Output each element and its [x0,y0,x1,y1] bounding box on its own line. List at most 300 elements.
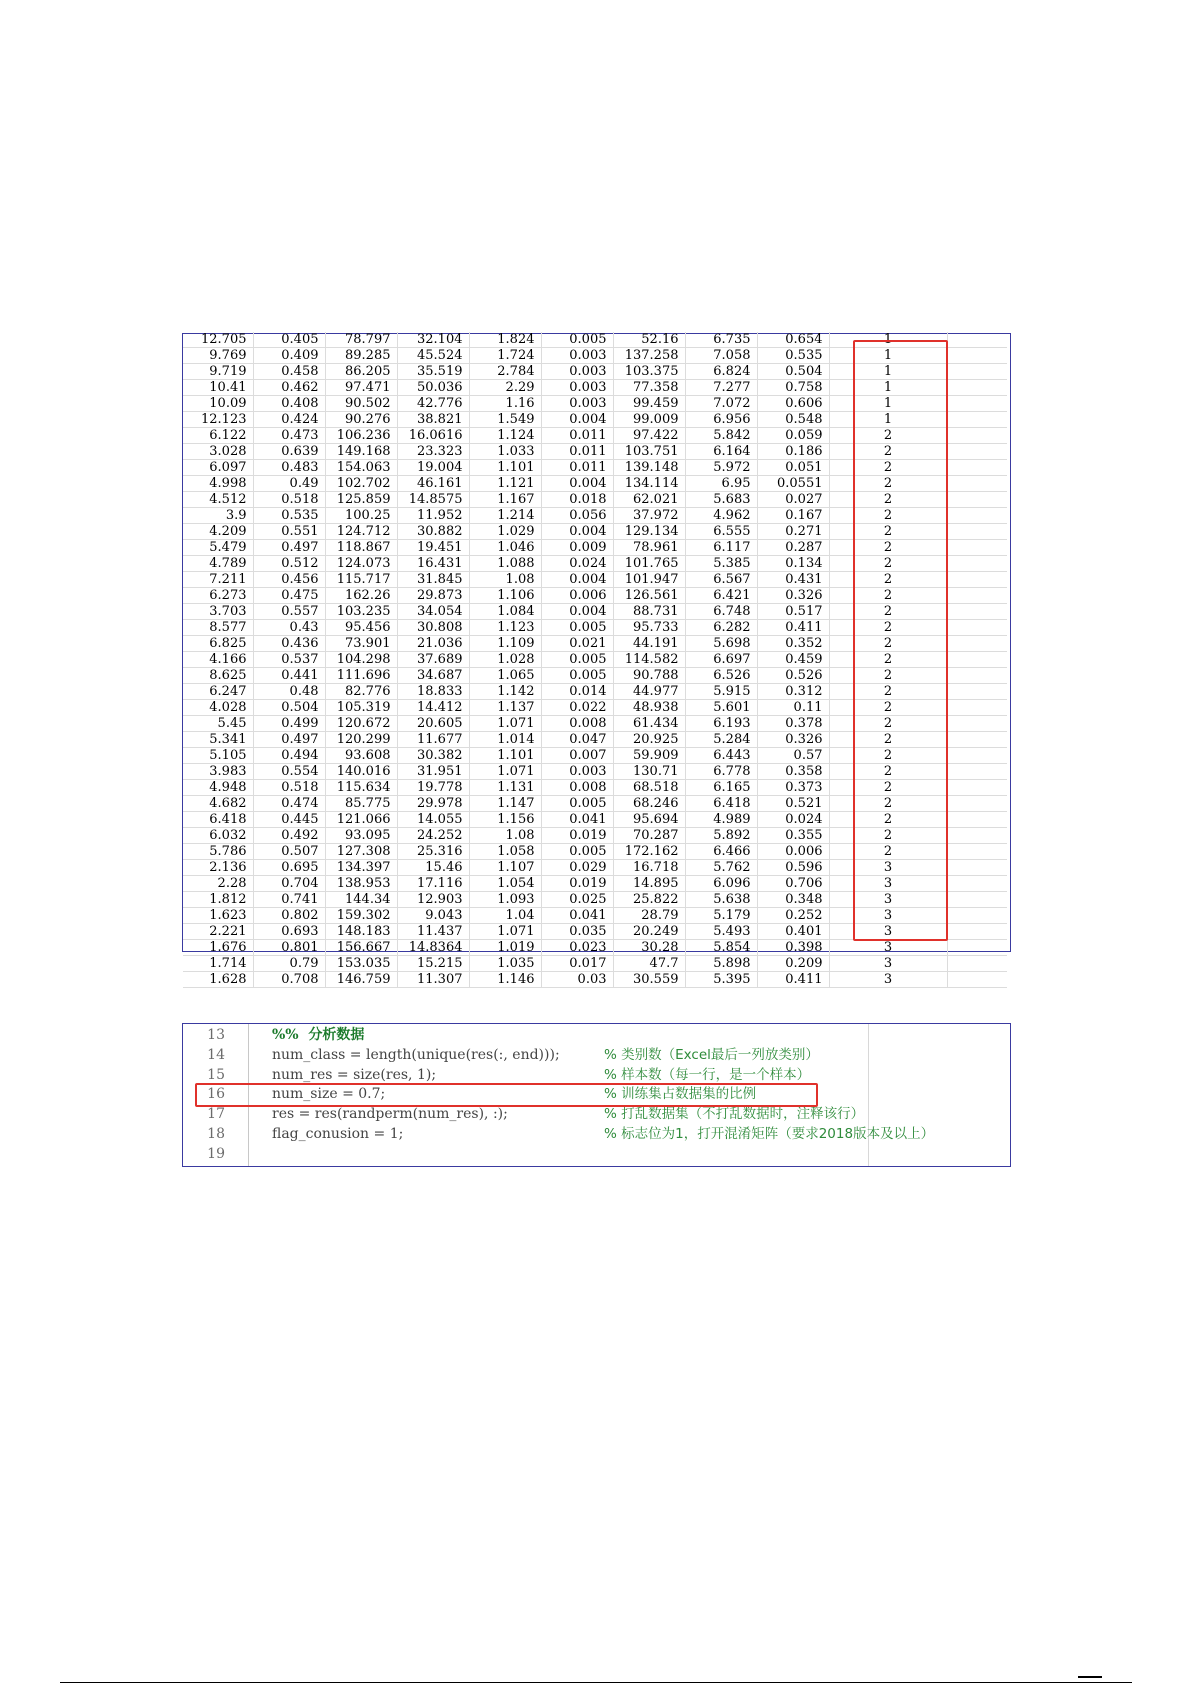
empty-cell [947,940,1007,956]
table-cell: 6.443 [685,748,757,764]
table-cell: 0.035 [541,924,613,940]
class-label-cell: 3 [829,956,947,972]
code-line [183,1065,1012,1085]
table-cell: 5.105 [183,748,253,764]
table-cell: 0.287 [757,540,829,556]
table-cell: 2.136 [183,860,253,876]
table-cell: 45.524 [397,348,469,364]
table-cell: 1.623 [183,908,253,924]
table-cell: 0.051 [757,460,829,476]
table-cell: 9.719 [183,364,253,380]
table-cell: 1.724 [469,348,541,364]
table-cell: 125.859 [325,492,397,508]
table-cell: 6.555 [685,524,757,540]
table-cell: 7.211 [183,572,253,588]
table-cell: 102.702 [325,476,397,492]
table-cell: 120.299 [325,732,397,748]
table-cell: 48.938 [613,700,685,716]
empty-cell [947,668,1007,684]
empty-cell [947,460,1007,476]
table-cell: 0.004 [541,476,613,492]
table-cell: 18.833 [397,684,469,700]
code-line [183,1045,1012,1065]
table-cell: 0.408 [253,396,325,412]
table-cell: 0.011 [541,428,613,444]
table-cell: 34.687 [397,668,469,684]
table-row [183,940,1007,956]
table-cell: 0.03 [541,972,613,988]
table-cell: 1.014 [469,732,541,748]
table-cell: 0.021 [541,636,613,652]
table-cell: 90.276 [325,412,397,428]
table-cell: 1.123 [469,620,541,636]
table-cell: 138.953 [325,876,397,892]
empty-cell [947,380,1007,396]
table-cell: 0.512 [253,556,325,572]
table-cell: 0.693 [253,924,325,940]
class-label-cell: 2 [829,700,947,716]
empty-cell [947,476,1007,492]
class-label-cell: 3 [829,924,947,940]
table-cell: 11.437 [397,924,469,940]
table-cell: 46.161 [397,476,469,492]
table-cell: 16.0616 [397,428,469,444]
table-cell: 6.097 [183,460,253,476]
class-label-cell: 2 [829,460,947,476]
table-cell: 35.519 [397,364,469,380]
table-cell: 1.109 [469,636,541,652]
table-cell: 0.695 [253,860,325,876]
table-cell: 5.854 [685,940,757,956]
class-label-cell: 2 [829,476,947,492]
table-cell: 104.298 [325,652,397,668]
table-cell: 6.032 [183,828,253,844]
empty-cell [947,348,1007,364]
code-comment: % 标志位为1，打开混淆矩阵（要求2018版本及以上） [604,1126,935,1142]
table-cell: 118.867 [325,540,397,556]
table-cell: 8.577 [183,620,253,636]
table-cell: 0.004 [541,412,613,428]
table-cell: 85.775 [325,796,397,812]
class-label-cell: 2 [829,716,947,732]
table-cell: 0.494 [253,748,325,764]
table-cell: 4.962 [685,508,757,524]
empty-cell [947,764,1007,780]
table-cell: 0.704 [253,876,325,892]
table-cell: 30.882 [397,524,469,540]
table-cell: 1.714 [183,956,253,972]
table-cell: 5.601 [685,700,757,716]
table-cell: 14.055 [397,812,469,828]
line-number: 17 [207,1106,225,1123]
table-cell: 0.535 [253,508,325,524]
table-cell: 4.028 [183,700,253,716]
empty-cell [947,924,1007,940]
table-cell: 0.326 [757,732,829,748]
table-cell: 11.677 [397,732,469,748]
table-cell: 0.411 [757,972,829,988]
empty-cell [947,556,1007,572]
empty-cell [947,684,1007,700]
table-cell: 0.252 [757,908,829,924]
table-cell: 5.638 [685,892,757,908]
table-cell: 0.535 [757,348,829,364]
table-cell: 0.027 [757,492,829,508]
table-cell: 4.682 [183,796,253,812]
table-cell: 1.08 [469,572,541,588]
table-cell: 5.892 [685,828,757,844]
table-cell: 1.146 [469,972,541,988]
table-cell: 0.011 [541,444,613,460]
table-cell: 0.024 [757,812,829,828]
table-cell: 0.008 [541,716,613,732]
empty-cell [947,588,1007,604]
table-cell: 5.898 [685,956,757,972]
table-cell: 0.019 [541,828,613,844]
table-cell: 0.474 [253,796,325,812]
class-label-cell: 3 [829,972,947,988]
table-cell: 3.028 [183,444,253,460]
code-comment: % 样本数（每一行，是一个样本） [604,1066,811,1083]
table-cell: 2.28 [183,876,253,892]
table-cell: 0.504 [253,700,325,716]
table-cell: 0.79 [253,956,325,972]
table-cell: 129.134 [613,524,685,540]
table-cell: 121.066 [325,812,397,828]
code-line [183,1025,1012,1045]
table-cell: 4.998 [183,476,253,492]
class-label-cell: 2 [829,540,947,556]
table-cell: 68.518 [613,780,685,796]
table-cell: 6.735 [685,332,757,348]
table-cell: 5.341 [183,732,253,748]
empty-cell [947,876,1007,892]
table-cell: 0.405 [253,332,325,348]
table-cell: 1.065 [469,668,541,684]
table-cell: 21.036 [397,636,469,652]
table-cell: 0.758 [757,380,829,396]
table-cell: 130.71 [613,764,685,780]
table-cell: 5.842 [685,428,757,444]
table-cell: 6.418 [183,812,253,828]
class-label-cell: 2 [829,588,947,604]
table-cell: 95.456 [325,620,397,636]
table-cell: 12.123 [183,412,253,428]
table-cell: 44.977 [613,684,685,700]
table-cell: 0.654 [757,332,829,348]
class-label-cell: 2 [829,492,947,508]
table-cell: 77.358 [613,380,685,396]
table-cell: 0.801 [253,940,325,956]
table-cell: 95.694 [613,812,685,828]
table-cell: 10.09 [183,396,253,412]
table-cell: 14.8575 [397,492,469,508]
table-cell: 62.021 [613,492,685,508]
table-cell: 0.018 [541,492,613,508]
table-cell: 52.16 [613,332,685,348]
table-cell: 37.689 [397,652,469,668]
empty-cell [947,812,1007,828]
table-cell: 6.825 [183,636,253,652]
table-cell: 105.319 [325,700,397,716]
table-cell: 4.948 [183,780,253,796]
table-cell: 16.431 [397,556,469,572]
table-cell: 159.302 [325,908,397,924]
table-cell: 30.382 [397,748,469,764]
table-cell: 82.776 [325,684,397,700]
empty-cell [947,700,1007,716]
empty-cell [947,396,1007,412]
table-cell: 139.148 [613,460,685,476]
table-cell: 19.778 [397,780,469,796]
code-text: num_class = length(unique(res(:, end))); [272,1046,560,1063]
table-cell: 1.824 [469,332,541,348]
table-cell: 30.28 [613,940,685,956]
table-cell: 50.036 [397,380,469,396]
table-cell: 0.271 [757,524,829,540]
table-cell: 61.434 [613,716,685,732]
empty-cell [947,364,1007,380]
table-cell: 3.9 [183,508,253,524]
class-label-cell: 1 [829,380,947,396]
table-cell: 4.209 [183,524,253,540]
table-cell: 29.873 [397,588,469,604]
line-number: 18 [207,1126,225,1142]
table-cell: 70.287 [613,828,685,844]
table-cell: 5.915 [685,684,757,700]
table-cell: 0.003 [541,764,613,780]
table-cell: 88.731 [613,604,685,620]
table-cell: 5.45 [183,716,253,732]
empty-cell [947,796,1007,812]
table-cell: 0.059 [757,428,829,444]
table-cell: 5.698 [685,636,757,652]
table-cell: 0.43 [253,620,325,636]
class-label-cell: 2 [829,572,947,588]
table-cell: 4.512 [183,492,253,508]
table-cell: 6.273 [183,588,253,604]
table-cell: 0.023 [541,940,613,956]
table-cell: 0.537 [253,652,325,668]
table-cell: 0.373 [757,780,829,796]
table-cell: 106.236 [325,428,397,444]
table-cell: 1.101 [469,748,541,764]
table-cell: 0.008 [541,780,613,796]
table-cell: 154.063 [325,460,397,476]
table-cell: 5.972 [685,460,757,476]
line-number: 14 [207,1046,225,1063]
table-cell: 0.526 [757,668,829,684]
code-text: num_res = size(res, 1); [272,1066,437,1083]
table-cell: 4.989 [685,812,757,828]
table-cell: 6.193 [685,716,757,732]
table-cell: 0.557 [253,604,325,620]
table-cell: 124.073 [325,556,397,572]
table-cell: 103.235 [325,604,397,620]
table-cell: 47.7 [613,956,685,972]
table-cell: 0.209 [757,956,829,972]
code-comment: % 训练集占数据集的比例 [604,1086,757,1103]
table-cell: 0.483 [253,460,325,476]
code-text: res = res(randperm(num_res), :); [272,1106,508,1123]
table-cell: 1.214 [469,508,541,524]
table-cell: 0.004 [541,572,613,588]
class-label-cell: 2 [829,780,947,796]
table-cell: 0.398 [757,940,829,956]
table-cell: 0.521 [757,796,829,812]
table-cell: 90.788 [613,668,685,684]
table-cell: 103.751 [613,444,685,460]
table-cell: 0.436 [253,636,325,652]
table-cell: 14.895 [613,876,685,892]
table-cell: 97.422 [613,428,685,444]
table-cell: 6.282 [685,620,757,636]
table-cell: 1.071 [469,716,541,732]
table-cell: 1.058 [469,844,541,860]
table-cell: 6.956 [685,412,757,428]
table-cell: 1.08 [469,828,541,844]
code-comment: % 打乱数据集（不打乱数据时，注释该行） [604,1106,865,1123]
table-cell: 5.786 [183,844,253,860]
table-cell: 86.205 [325,364,397,380]
table-cell: 4.166 [183,652,253,668]
table-cell: 0.047 [541,732,613,748]
table-cell: 1.131 [469,780,541,796]
table-cell: 73.901 [325,636,397,652]
table-cell: 6.697 [685,652,757,668]
class-label-cell: 2 [829,812,947,828]
table-cell: 8.625 [183,668,253,684]
empty-cell [947,428,1007,444]
table-cell: 101.765 [613,556,685,572]
empty-cell [947,860,1007,876]
table-cell: 0.006 [757,844,829,860]
table-cell: 11.307 [397,972,469,988]
table-cell: 0.708 [253,972,325,988]
table-cell: 93.095 [325,828,397,844]
table-cell: 120.672 [325,716,397,732]
table-cell: 1.676 [183,940,253,956]
table-cell: 0.497 [253,732,325,748]
table-cell: 1.142 [469,684,541,700]
table-cell: 68.246 [613,796,685,812]
table-cell: 7.277 [685,380,757,396]
table-cell: 0.005 [541,844,613,860]
empty-cell [947,492,1007,508]
table-cell: 0.504 [757,364,829,380]
table-cell: 3.703 [183,604,253,620]
table-cell: 0.004 [541,604,613,620]
table-cell: 11.952 [397,508,469,524]
class-label-cell: 2 [829,636,947,652]
table-cell: 6.164 [685,444,757,460]
empty-cell [947,444,1007,460]
table-cell: 0.459 [757,652,829,668]
table-cell: 0.003 [541,380,613,396]
table-cell: 1.156 [469,812,541,828]
table-cell: 1.084 [469,604,541,620]
table-cell: 44.191 [613,636,685,652]
table-cell: 9.043 [397,908,469,924]
table-cell: 16.718 [613,860,685,876]
class-label-cell: 1 [829,396,947,412]
table-cell: 0.017 [541,956,613,972]
table-cell: 20.605 [397,716,469,732]
table-cell: 25.822 [613,892,685,908]
table-cell: 111.696 [325,668,397,684]
table-cell: 25.316 [397,844,469,860]
table-cell: 0.005 [541,796,613,812]
table-cell: 0.431 [757,572,829,588]
table-cell: 0.492 [253,828,325,844]
class-label-cell: 3 [829,860,947,876]
table-cell: 0.475 [253,588,325,604]
class-label-cell: 2 [829,556,947,572]
table-cell: 124.712 [325,524,397,540]
table-row [183,972,1007,988]
class-label-cell: 2 [829,620,947,636]
table-cell: 78.961 [613,540,685,556]
table-cell: 0.49 [253,476,325,492]
table-cell: 6.778 [685,764,757,780]
table-cell: 6.748 [685,604,757,620]
table-cell: 0.706 [757,876,829,892]
table-cell: 6.096 [685,876,757,892]
page-footer-mark [1078,1676,1102,1678]
empty-cell [947,572,1007,588]
table-cell: 0.025 [541,892,613,908]
table-cell: 0.401 [757,924,829,940]
table-cell: 1.167 [469,492,541,508]
table-cell: 1.019 [469,940,541,956]
table-cell: 1.04 [469,908,541,924]
table-cell: 0.445 [253,812,325,828]
table-cell: 1.054 [469,876,541,892]
table-cell: 0.022 [541,700,613,716]
empty-cell [947,508,1007,524]
table-cell: 0.352 [757,636,829,652]
empty-cell [947,620,1007,636]
empty-cell [947,956,1007,972]
table-cell: 6.824 [685,364,757,380]
empty-cell [947,412,1007,428]
table-cell: 1.124 [469,428,541,444]
table-cell: 0.006 [541,588,613,604]
empty-cell [947,908,1007,924]
class-label-cell: 2 [829,828,947,844]
table-cell: 0.056 [541,508,613,524]
class-label-cell: 2 [829,444,947,460]
table-cell: 2.221 [183,924,253,940]
table-cell: 2.784 [469,364,541,380]
table-cell: 6.421 [685,588,757,604]
table-cell: 97.471 [325,380,397,396]
empty-cell [947,892,1007,908]
table-cell: 0.355 [757,828,829,844]
table-cell: 0.551 [253,524,325,540]
class-label-cell: 1 [829,332,947,348]
table-cell: 0.005 [541,620,613,636]
table-cell: 6.418 [685,796,757,812]
table-cell: 1.029 [469,524,541,540]
table-cell: 0.462 [253,380,325,396]
section-heading: %% 分析数据 [272,1027,365,1043]
table-cell: 20.249 [613,924,685,940]
table-cell: 7.072 [685,396,757,412]
table-cell: 1.028 [469,652,541,668]
table-cell: 1.16 [469,396,541,412]
table-row [183,956,1007,972]
